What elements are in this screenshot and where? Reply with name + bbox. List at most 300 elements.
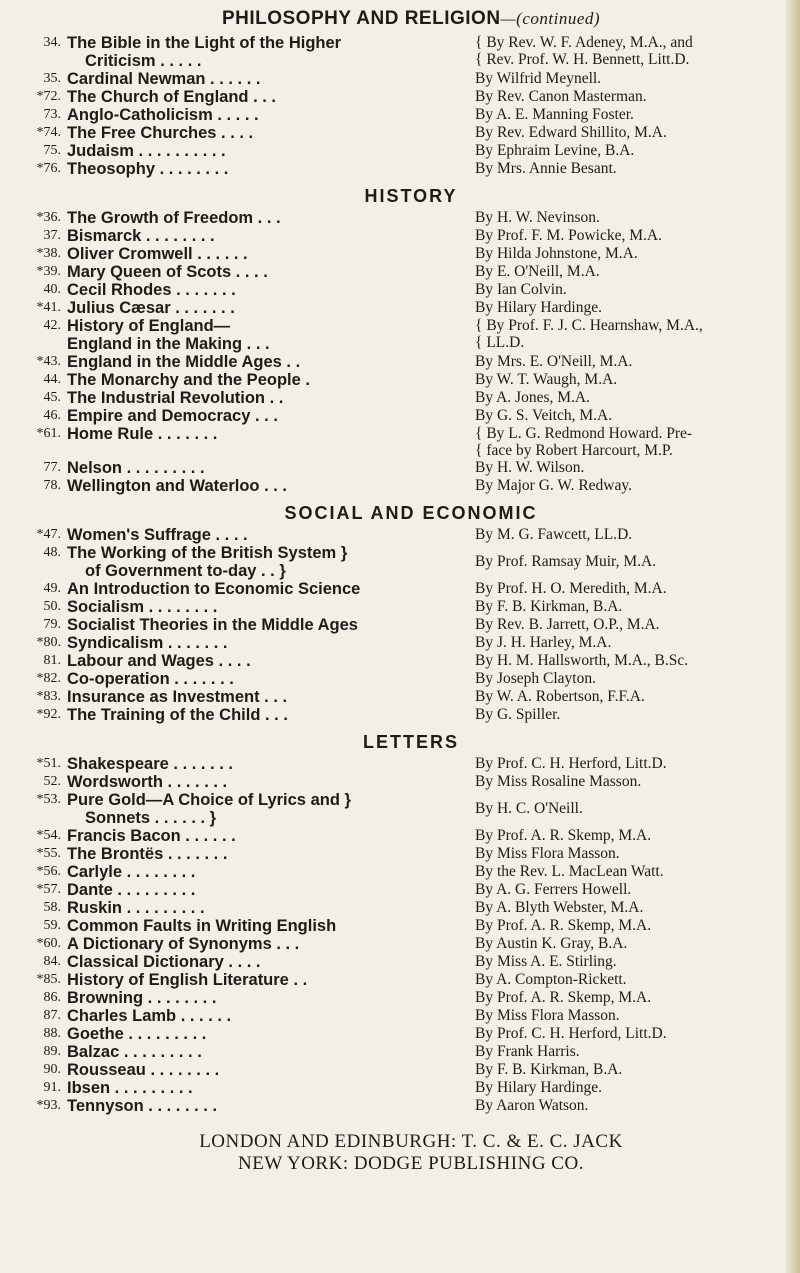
entry-title-line: Julius Cæsar . . . . . . . [67,299,235,317]
entry-author [475,209,792,227]
entry-author-line: By J. H. Harley, M.A. [475,634,612,651]
entry-number: * 60. [30,935,67,953]
entry-author [475,1043,792,1061]
entry-title [67,652,475,670]
entry-author-line: By W. T. Waugh, M.A. [475,371,618,388]
catalogue-entry [30,863,792,881]
catalogue-entry [30,598,792,616]
catalogue-entry [30,845,792,863]
entry-author-line: By Hilary Hardinge. [475,299,602,316]
entry-author-line: By H. M. Hallsworth, M.A., B.Sc. [475,652,689,669]
entry-title [67,953,475,971]
entry-author [475,1079,792,1097]
section-heading: SOCIAL AND ECONOMIC [284,503,538,523]
entry-title [67,1061,475,1079]
entry-author [475,407,792,425]
entry-author-line: By A. E. Manning Foster. [475,106,634,123]
entry-title [67,124,475,142]
catalogue-entry [30,935,792,953]
entry-number: 78. [43,478,61,493]
entry-title [67,580,475,598]
imprint-line-2: NEW YORK: DODGE PUBLISHING CO. [238,1153,584,1174]
entry-author-line: By A. Jones, M.A. [475,389,590,406]
entry-author-line: By Mrs. Annie Besant. [475,160,617,177]
entry-author [475,371,792,389]
entry-title [67,299,475,317]
entry-title-line: Pure Gold—A Choice of Lyrics and } [67,791,351,809]
entry-number: 34. [43,35,61,50]
entry-author-line: By E. O'Neill, M.A. [475,263,600,280]
entry-author-line: By A. G. Ferrers Howell. [475,881,632,898]
entry-title-line: The Church of England . . . [67,88,276,106]
entry-author [475,580,792,598]
entry-number: 49. [43,581,61,596]
entry-author-line: { By Prof. F. J. C. Hearnshaw, M.A., [475,317,703,334]
entry-author-line: By Aaron Watson. [475,1097,589,1114]
entry-number: * 85. [30,971,67,989]
entry-author-line: By Austin K. Gray, B.A. [475,935,628,952]
catalogue-entry [30,124,792,142]
entry-title [67,616,475,634]
catalogue-entry [30,634,792,652]
entry-number: * 74. [30,124,67,142]
entry-title [67,477,475,495]
entry-number: 35. [43,71,61,86]
entry-title-line: Empire and Democracy . . . [67,407,278,425]
entry-title-line: The Brontës . . . . . . . [67,845,228,863]
entry-number: * 80. [30,634,67,652]
entry-title-line: Tennyson . . . . . . . . [67,1097,218,1115]
entry-title [67,971,475,989]
entry-author [475,634,792,652]
entry-author-line: By Frank Harris. [475,1043,580,1060]
entry-title-line: Carlyle . . . . . . . . [67,863,196,881]
entry-author-line: By Prof. C. H. Herford, Litt.D. [475,755,667,772]
section-heading: LETTERS [362,732,459,752]
entry-number: 89. [43,1044,61,1059]
entry-title-line: Socialism . . . . . . . . [67,598,218,616]
entry-author-line: By G. Spiller. [475,706,561,723]
entry-number: * 43. [30,353,67,371]
catalogue-entry [30,881,792,899]
running-head-continued: —(continued) [500,9,601,28]
entry-author-line: By Rev. B. Jarrett, O.P., M.A. [475,616,660,633]
entry-title [67,371,475,389]
entry-author-line: By the Rev. L. MacLean Watt. [475,863,664,880]
entry-number: 87. [43,1008,61,1023]
catalogue-entry [30,688,792,706]
entry-title-line: The Free Churches . . . . [67,124,254,142]
entry-title [67,317,475,353]
entry-number: * 38. [30,245,67,263]
entry-number: 90. [43,1062,61,1077]
entry-author [475,353,792,371]
entry-author-line: By F. B. Kirkman, B.A. [475,598,623,615]
entry-title [67,88,475,106]
entry-title [67,827,475,845]
entry-title-line: History of England— [67,317,231,335]
entry-number: 75. [43,143,61,158]
entry-author [475,299,792,317]
entry-title-line: Rousseau . . . . . . . . [67,1061,220,1079]
catalogue-entry [30,706,792,724]
entry-author-line: By Prof. Ramsay Muir, M.A. [475,553,657,570]
entry-author-line: { By Rev. W. F. Adeney, M.A., and [475,34,693,51]
entry-title [67,407,475,425]
entry-author-line: By Major G. W. Redway. [475,477,632,494]
entry-author [475,791,792,818]
entry-number: 50. [43,599,61,614]
entry-author-line: By W. A. Robertson, F.F.A. [475,688,645,705]
catalogue-entry [30,670,792,688]
entry-number: 77. [43,460,61,475]
entry-title-line: The Growth of Freedom . . . [67,209,281,227]
entry-title-line: Balzac . . . . . . . . . [67,1043,202,1061]
entry-title-line: Francis Bacon . . . . . . [67,827,236,845]
entry-author [475,773,792,791]
entry-number: 58. [43,900,61,915]
entry-title [67,209,475,227]
entry-title-line: Ruskin . . . . . . . . . [67,899,205,917]
catalogue-entry [30,263,792,281]
entry-author [475,971,792,989]
entry-author [475,245,792,263]
entry-title-line: Shakespeare . . . . . . . [67,755,233,773]
entry-title [67,106,475,124]
entry-title [67,688,475,706]
entry-title-line: A Dictionary of Synonyms . . . [67,935,300,953]
catalogue-entry [30,773,792,791]
catalogue-entry [30,526,792,544]
entry-author [475,459,792,477]
entry-number: * 53. [30,791,67,809]
entry-author-line: By H. W. Nevinson. [475,209,600,226]
entry-title [67,917,475,935]
entry-number: 84. [43,954,61,969]
catalogue-entry [30,1097,792,1115]
entry-number: 86. [43,990,61,1005]
entry-title [67,1097,475,1115]
catalogue-entry [30,245,792,263]
running-head [30,8,792,30]
entry-number: * 51. [30,755,67,773]
catalogue-entry [30,971,792,989]
entry-author-line: By Miss Rosaline Masson. [475,773,642,790]
catalogue-entry [30,755,792,773]
catalogue-entry [30,160,792,178]
entry-title-line: Bismarck . . . . . . . . [67,227,215,245]
catalogue-entry [30,317,792,353]
entry-author-line: By A. Blyth Webster, M.A. [475,899,644,916]
entry-author [475,670,792,688]
entry-number: * 61. [30,425,67,443]
entry-author-line: By Prof. F. M. Powicke, M.A. [475,227,662,244]
entry-number: * 76. [30,160,67,178]
entry-author [475,1097,792,1115]
entry-title [67,881,475,899]
entry-title-line: Dante . . . . . . . . . [67,881,196,899]
entry-title [67,598,475,616]
entry-author [475,88,792,106]
entry-author [475,652,792,670]
entry-author [475,881,792,899]
entry-title [67,670,475,688]
entry-author-line: By Prof. H. O. Meredith, M.A. [475,580,667,597]
catalogue-entry [30,989,792,1007]
entry-author [475,526,792,544]
entry-author-line: By Miss A. E. Stirling. [475,953,617,970]
entry-author [475,34,792,68]
entry-title-line: Home Rule . . . . . . . [67,425,218,443]
entry-title [67,1079,475,1097]
entry-author [475,845,792,863]
entry-title [67,773,475,791]
entry-title [67,1043,475,1061]
entry-author-line: { face by Robert Harcourt, M.P. [475,442,673,459]
entry-number: * 83. [30,688,67,706]
catalogue-entry [30,953,792,971]
entry-title-line: Criticism . . . . . [85,52,202,70]
entry-author [475,160,792,178]
entry-title-line: Anglo-Catholicism . . . . . [67,106,259,124]
catalogue-entry [30,791,792,827]
catalogue-entry [30,544,792,580]
entry-author [475,1061,792,1079]
entry-title-line: Goethe . . . . . . . . . [67,1025,207,1043]
entry-number: 37. [43,228,61,243]
entry-title [67,227,475,245]
catalogue-entry [30,580,792,598]
catalogue-entry [30,227,792,245]
entry-title [67,1025,475,1043]
entry-title [67,160,475,178]
catalogue-entry [30,899,792,917]
entry-number: 48. [43,545,61,560]
entry-author-line: By Prof. A. R. Skemp, M.A. [475,917,652,934]
catalogue-entry [30,353,792,371]
entry-number: * 47. [30,526,67,544]
entry-title [67,634,475,652]
imprint-line-1: LONDON AND EDINBURGH: T. C. & E. C. JACK [199,1131,623,1152]
entry-author-line: By H. W. Wilson. [475,459,585,476]
entry-title-line: Sonnets . . . . . . } [85,809,217,827]
entry-author [475,281,792,299]
catalogue-entry [30,389,792,407]
catalogue-entry [30,88,792,106]
entry-number: 46. [43,408,61,423]
catalogue-page [30,8,792,1268]
entry-title-line: The Bible in the Light of the Higher [67,34,342,52]
entry-title-line: Labour and Wages . . . . [67,652,251,670]
entry-title-line: The Monarchy and the People . [67,371,310,389]
entry-number: 59. [43,918,61,933]
entry-author-line: By Prof. A. R. Skemp, M.A. [475,827,652,844]
catalogue-entry [30,1007,792,1025]
entry-author-line: By A. Compton-Rickett. [475,971,627,988]
entry-author-line: By Hilda Johnstone, M.A. [475,245,638,262]
entry-title [67,34,475,70]
entry-title [67,863,475,881]
entry-author [475,317,792,351]
entry-author [475,544,792,571]
catalogue-entry [30,1025,792,1043]
entry-title-line: Wordsworth . . . . . . . [67,773,228,791]
entry-author-line: By Rev. Edward Shillito, M.A. [475,124,667,141]
entry-title [67,791,475,827]
entry-title-line: Insurance as Investment . . . [67,688,288,706]
entry-title-line: Syndicalism . . . . . . . [67,634,228,652]
entry-title [67,706,475,724]
entry-author [475,389,792,407]
catalogue-entry [30,616,792,634]
entry-number: * 82. [30,670,67,688]
entry-number: * 36. [30,209,67,227]
entry-number: * 56. [30,863,67,881]
entry-number: 45. [43,390,61,405]
entry-author-line: By Miss Flora Masson. [475,1007,620,1024]
entry-author [475,827,792,845]
entry-number: 91. [43,1080,61,1095]
entry-title-line: Theosophy . . . . . . . . [67,160,229,178]
entry-title [67,142,475,160]
entry-author-line: By Rev. Canon Masterman. [475,88,647,105]
entry-author [475,1007,792,1025]
entry-author [475,227,792,245]
section-heading: HISTORY [364,186,458,206]
catalogue-entry [30,34,792,70]
catalogue-entry [30,281,792,299]
entry-number: * 41. [30,299,67,317]
entry-title-line: History of English Literature . . [67,971,308,989]
entry-title-line: Co-operation . . . . . . . [67,670,234,688]
entry-author-line: By F. B. Kirkman, B.A. [475,1061,623,1078]
entry-author-line: By M. G. Fawcett, LL.D. [475,526,633,543]
entry-title-line: The Industrial Revolution . . [67,389,284,407]
entry-title-line: An Introduction to Economic Science [67,580,361,598]
entry-title [67,353,475,371]
entry-title-line: Women's Suffrage . . . . [67,526,248,544]
entry-title-line: Browning . . . . . . . . [67,989,217,1007]
catalogue-entry [30,917,792,935]
entry-author [475,142,792,160]
entry-title-line: Judaism . . . . . . . . . . [67,142,226,160]
entry-author [475,477,792,495]
catalogue-entry [30,459,792,477]
entry-title-line: Wellington and Waterloo . . . [67,477,287,495]
entry-number: 79. [43,617,61,632]
entry-author-line: By Ephraim Levine, B.A. [475,142,635,159]
entry-title-line: Charles Lamb . . . . . . [67,1007,232,1025]
entry-title [67,845,475,863]
entry-author [475,70,792,88]
catalogue-entry [30,70,792,88]
entry-title [67,263,475,281]
entry-author [475,953,792,971]
entry-author [475,106,792,124]
entry-title-line: Cecil Rhodes . . . . . . . [67,281,236,299]
entry-author-line: By Mrs. E. O'Neill, M.A. [475,353,633,370]
entry-author-line: By Miss Flora Masson. [475,845,620,862]
entry-title-line: Cardinal Newman . . . . . . [67,70,261,88]
entry-title [67,245,475,263]
running-head-title: PHILOSOPHY AND RELIGION [221,8,501,29]
entry-number: 73. [43,107,61,122]
catalogue-entry [30,371,792,389]
entry-author-line: By Wilfrid Meynell. [475,70,602,87]
entry-author [475,989,792,1007]
entry-author-line: By Joseph Clayton. [475,670,596,687]
entry-author [475,124,792,142]
entry-number: * 55. [30,845,67,863]
catalogue-entry [30,209,792,227]
entry-title [67,70,475,88]
catalogue-entry [30,142,792,160]
entry-title-line: Socialist Theories in the Middle Ages [67,616,358,634]
entry-number: * 93. [30,1097,67,1115]
catalogue-entry [30,106,792,124]
catalogue-entry [30,407,792,425]
entry-author [475,1025,792,1043]
entry-title-line: The Training of the Child . . . [67,706,288,724]
entry-author [475,755,792,773]
entry-author [475,263,792,281]
entry-author [475,899,792,917]
entry-title [67,459,475,477]
entry-author [475,688,792,706]
entry-number: 81. [43,653,61,668]
catalogue-entry [30,477,792,495]
entry-number: 42. [43,318,61,333]
entry-title [67,755,475,773]
entry-author-line: By Prof. C. H. Herford, Litt.D. [475,1025,667,1042]
entry-author-line: By G. S. Veitch, M.A. [475,407,613,424]
entry-author-line: { LL.D. [475,334,525,351]
entry-title-line: The Working of the British System } [67,544,348,562]
entry-author [475,598,792,616]
entry-author [475,706,792,724]
entry-title-line: Nelson . . . . . . . . . [67,459,205,477]
catalogue-entry [30,425,792,459]
entry-author [475,863,792,881]
entry-author-line: By H. C. O'Neill. [475,800,583,817]
catalogue-entry [30,827,792,845]
catalogue-sections [30,34,792,1115]
entry-author [475,935,792,953]
catalogue-entry [30,1061,792,1079]
entry-author-line: { Rev. Prof. W. H. Bennett, Litt.D. [475,51,690,68]
catalogue-entry [30,1043,792,1061]
entry-title [67,281,475,299]
entry-title [67,989,475,1007]
entry-number: * 54. [30,827,67,845]
entry-number: 40. [43,282,61,297]
catalogue-entry [30,299,792,317]
entry-title-line: Classical Dictionary . . . . [67,953,261,971]
entry-number: * 72. [30,88,67,106]
publisher-imprint [30,1131,792,1175]
entry-title [67,526,475,544]
entry-author-line: By Hilary Hardinge. [475,1079,602,1096]
entry-title-line: England in the Middle Ages . . [67,353,301,371]
entry-author-line: { By L. G. Redmond Howard. Pre- [475,425,693,442]
entry-title-line: Ibsen . . . . . . . . . [67,1079,193,1097]
catalogue-entry [30,1079,792,1097]
entry-number: * 39. [30,263,67,281]
entry-title-line: of Government to-day . . } [85,562,286,580]
entry-number: 52. [43,774,61,789]
entry-title-line: England in the Making . . . [67,335,270,353]
entry-number: 44. [43,372,61,387]
